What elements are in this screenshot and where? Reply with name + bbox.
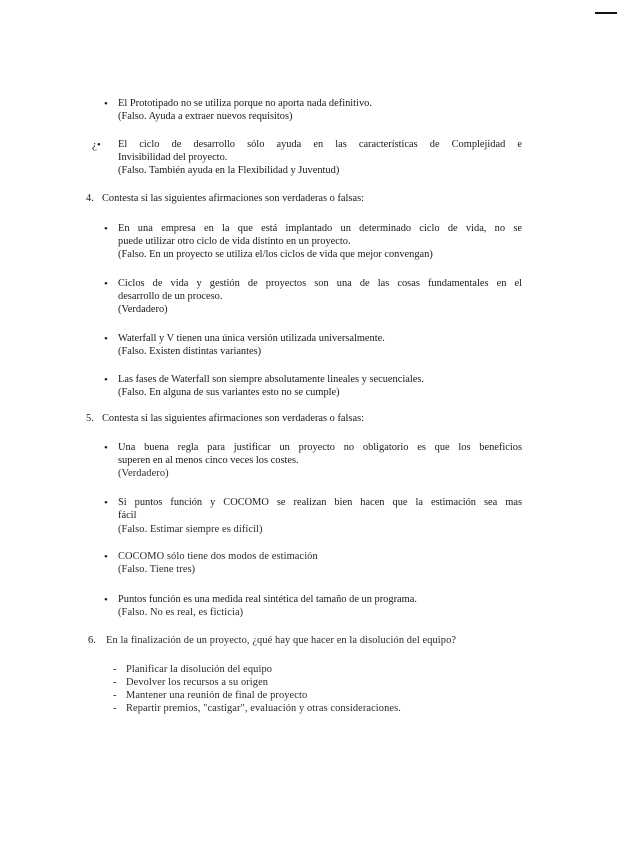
list-item: Planificar la disolución del equipo	[126, 664, 273, 675]
list-item: Devolver los recursos a su origen	[126, 677, 269, 688]
statement-text: COCOMO sólo tiene dos modos de estimación	[118, 551, 318, 562]
bullet-marker: •	[104, 497, 108, 509]
statement-text-continued: desarrollo de un proceso.	[118, 291, 223, 302]
bullet-marker: •	[104, 374, 108, 386]
list-dash: -	[113, 703, 117, 714]
question-number: 4.	[86, 193, 94, 204]
statement-text: El ciclo de desarrollo sólo ayuda en las características de Complejidad e	[118, 139, 522, 150]
statement-answer: (Falso. En un proyecto se utiliza el/los ciclos de vida que mejor convengan)	[118, 249, 433, 260]
statement-text: Puntos función es una medida real sintética del tamaño de un programa.	[118, 594, 417, 605]
statement-answer: (Falso. Estimar siempre es difícil)	[118, 524, 263, 535]
statement-text-continued: Invisibilidad del proyecto.	[118, 152, 228, 163]
question-number: 5.	[86, 413, 94, 424]
statement-answer: (Verdadero)	[118, 304, 168, 315]
statement-text-continued: fácil	[118, 510, 137, 521]
statement-answer: (Falso. Tiene tres)	[118, 564, 196, 575]
question-number: 6.	[88, 635, 96, 646]
bullet-marker: •	[104, 551, 108, 563]
statement-text: Waterfall y V tienen una única versión utilizada universalmente.	[118, 333, 385, 344]
list-item: Repartir premios, "castigar", evaluación y otras consideraciones.	[126, 703, 401, 714]
bullet-marker: •	[104, 223, 108, 235]
statement-answer: (Falso. Existen distintas variantes)	[118, 346, 262, 357]
statement-text: El Prototipado no se utiliza porque no aporta nada definitivo.	[118, 98, 372, 109]
list-dash: -	[113, 664, 117, 675]
statement-text: Ciclos de vida y gestión de proyectos son una de las cosas fundamentales en el	[118, 278, 522, 289]
statement-text-continued: puede utilizar otro ciclo de vida distinto en un proyecto.	[118, 236, 351, 247]
list-dash: -	[113, 690, 117, 701]
question-title: En la finalización de un proyecto, ¿qué hay que hacer en la disolución del equipo?	[106, 635, 457, 646]
scan-edge-mark	[595, 12, 617, 14]
bullet-marker: •	[104, 98, 108, 110]
statement-text: En una empresa en la que está implantado un determinado ciclo de vida, no se	[118, 223, 522, 234]
statement-text: Las fases de Waterfall son siempre absolutamente lineales y secuenciales.	[118, 374, 424, 385]
statement-text: Si puntos función y COCOMO se realizan bien hacen que la estimación sea mas	[118, 497, 522, 508]
statement-answer: (Falso. También ayuda en la Flexibilidad y Juventud)	[118, 165, 340, 176]
statement-answer: (Verdadero)	[118, 468, 169, 479]
statement-answer: (Falso. No es real, es ficticia)	[118, 607, 244, 618]
question-title: Contesta si las siguientes afirmaciones son verdaderas o falsas:	[102, 193, 365, 204]
bullet-marker: •	[104, 278, 108, 290]
statement-text: Una buena regla para justificar un proyecto no obligatorio es que los beneficios	[118, 442, 522, 453]
statement-text-continued: superen en al menos cinco veces los costes.	[118, 455, 299, 466]
bullet-marker: •	[104, 442, 108, 454]
statement-answer: (Falso. Ayuda a extraer nuevos requisitos)	[118, 111, 293, 122]
bullet-marker: ¿•	[92, 139, 101, 151]
list-item: Mantener una reunión de final de proyecto	[126, 690, 308, 701]
bullet-marker: •	[104, 333, 108, 345]
list-dash: -	[113, 677, 117, 688]
question-title: Contesta si las siguientes afirmaciones son verdaderas o falsas:	[102, 413, 365, 424]
bullet-marker: •	[104, 594, 108, 606]
statement-answer: (Falso. En alguna de sus variantes esto no se cumple)	[118, 387, 340, 398]
